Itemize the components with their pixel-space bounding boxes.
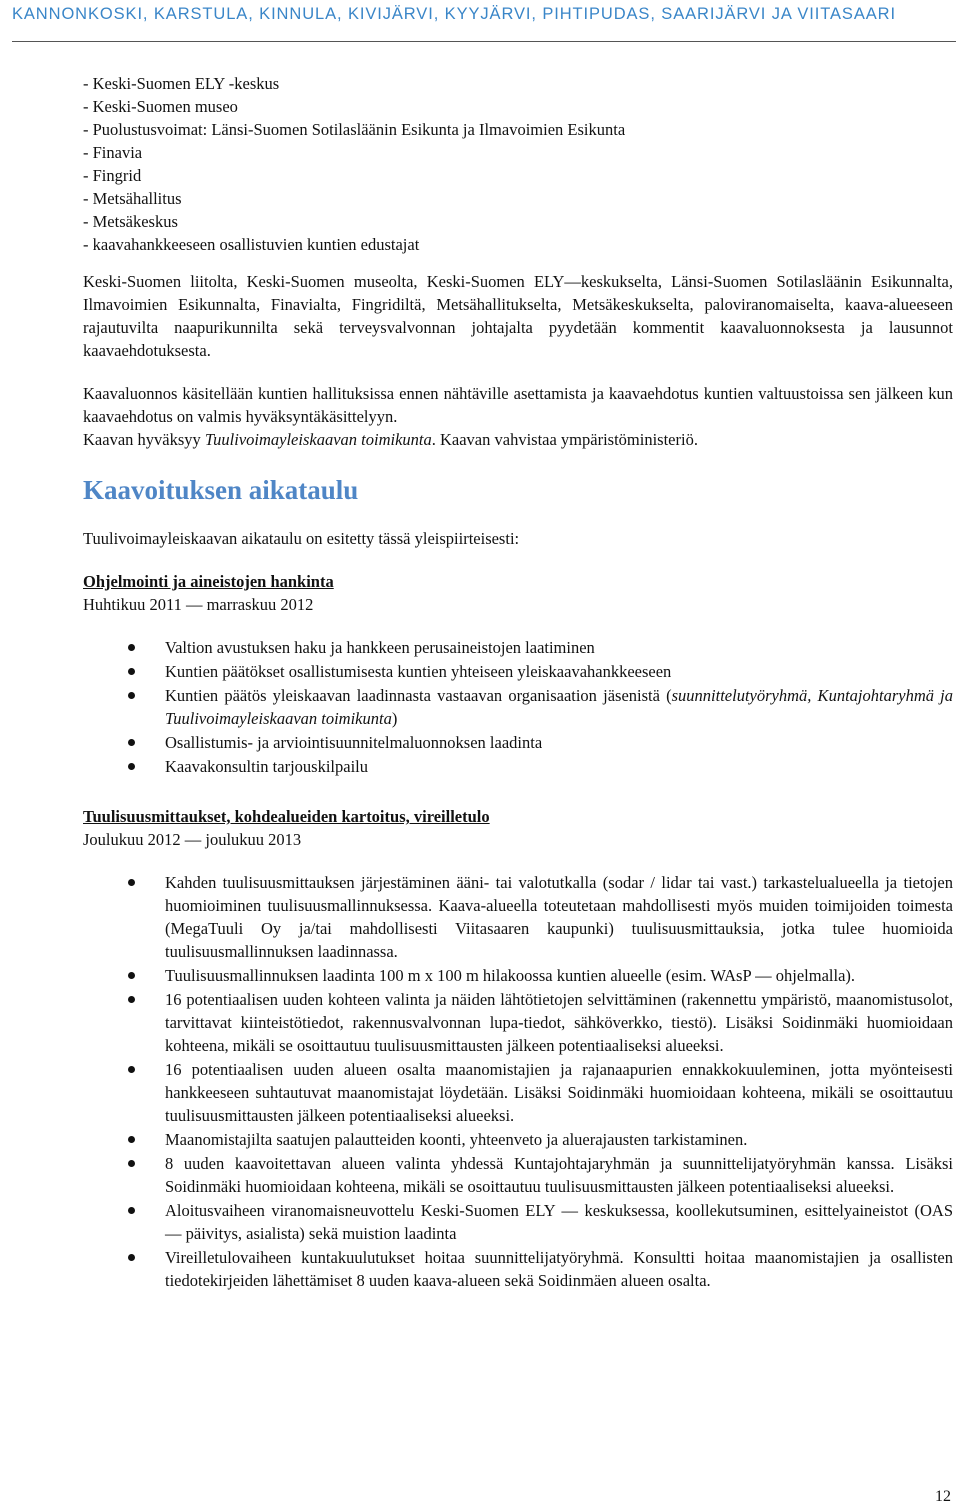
- list-item: Osallistumis- ja arviointisuunnitelmaluonnoksen laadinta: [83, 731, 953, 754]
- list-item: [83, 684, 953, 730]
- section2-bullets: [83, 871, 953, 1292]
- list-item: - Metsähallitus: [83, 189, 182, 208]
- list-item: Kaavakonsultin tarjouskilpailu: [83, 755, 953, 778]
- list-item: Valtion avustuksen haku ja hankkeen perusaineistojen laatiminen: [83, 636, 953, 659]
- list-item: 8 uuden kaavoitettavan alueen valinta yhdessä Kuntajohtajaryhmän ja suunnittelijatyöryhmän kanssa. Lisäksi Soidinmäki huomioidaan kohteena, mikäli se osoittautuu tuulisuusmittausten jälkeen potentiaaliseksi alueeksi.: [83, 1152, 953, 1198]
- list-item: Kuntien päätökset osallistumisesta kuntien yhteiseen yleiskaavahankkeeseen: [83, 660, 953, 683]
- list-item: Tuulisuusmallinnuksen laadinta 100 m x 100 m hilakoossa kuntien alueelle (esim. WAsP — ohjelmalla).: [83, 964, 953, 987]
- approval-body: Tuulivoimayleiskaavan toimikunta: [204, 430, 432, 449]
- processing-paragraph: [83, 382, 953, 451]
- section1-period: Huhtikuu 2011 — marraskuu 2012: [83, 595, 314, 614]
- intro-text: Tuulivoimayleiskaavan aikataulu on esitetty tässä yleispiirteisesti:: [83, 529, 520, 548]
- section2-period: Joulukuu 2012 — joulukuu 2013: [83, 830, 302, 849]
- participant-list: [83, 72, 953, 256]
- comments-paragraph: Keski-Suomen liitolta, Keski-Suomen museolta, Keski-Suomen ELY—keskukselta, Länsi-Suomen Sotilasläänin Esikunnalta, Ilmavoimien Esikunnalta, Finavialta, Fingridiltä, Metsähallitukselta, Metsäkeskukselta, paloviranomaiselta, kaava-alueeseen rajautuvilta naapurikunnilta sekä terveysvalvonnan johtajalta pyydetään kommentit kaavaluonnoksesta ja lausunnot kaavaehdotuksesta.: [83, 272, 953, 360]
- processing-text: Kaavaluonnos käsitellään kuntien hallituksissa ennen nähtäville asettamista ja kaavaehdotus kuntien valtuustoissa sen jälkeen kun kaavaehdotus on valmis hyväksyntäkäsittelyyn.: [83, 384, 953, 426]
- list-item: - Puolustusvoimat: Länsi-Suomen Sotilasläänin Esikunta ja Ilmavoimien Esikunta: [83, 120, 626, 139]
- list-item: - Keski-Suomen museo: [83, 97, 238, 116]
- list-item: - Keski-Suomen ELY -keskus: [83, 74, 280, 93]
- list-item: - Fingrid: [83, 166, 142, 185]
- section1-title: Ohjelmointi ja aineistojen hankinta: [83, 572, 334, 591]
- section2-title: Tuulisuusmittaukset, kohdealueiden kartoitus, vireilletulo: [83, 807, 490, 826]
- list-item: - Metsäkeskus: [83, 212, 178, 231]
- page-number: 12: [935, 1488, 951, 1505]
- list-item: Aloitusvaiheen viranomaisneuvottelu Keski-Suomen ELY — keskuksessa, koollekutsuminen, esittelyaineistot (OAS — päivitys, asialista) sekä muistion laadinta: [83, 1199, 953, 1245]
- header-divider: [12, 41, 956, 42]
- section1-bullets: [83, 636, 953, 778]
- list-item: Vireilletulovaiheen kuntakuulutukset hoitaa suunnittelijatyöryhmä. Konsultti hoitaa maanomistajien ja osallisten tiedotekirjeiden lähettämiset 8 uuden kaava-alueen sekä Soidinmäen alueen osalta.: [83, 1246, 953, 1292]
- approval-suffix: . Kaavan vahvistaa ympäristöministeriö.: [431, 430, 698, 449]
- list-item: 16 potentiaalisen uuden kohteen valinta ja näiden lähtötietojen selvittäminen (rakennettu ympäristö, maanomistusolot, tarvittavat kiinteistötiedot, rakennusvalvonnan lupa-tiedot, sähköverkko, tiestö). Lisäksi Soidinmäki huomioidaan kohteena, mikäli se osoittautuu tuulisuusmittausten jälkeen potentiaaliseksi alueeksi.: [83, 988, 953, 1057]
- list-item: Kahden tuulisuusmittauksen järjestäminen ääni- tai valotutkalla (sodar / lidar tai vast.) tarkastelualueella ja tietojen huomioiminen tuulisuusmallinnuksessa. Kaava-alueella toteutetaan mahdollisesti myös muiden toimijoiden toimesta (MegaTuuli Oy ja/tai mahdollisesti Viitasaaren kaupunki) tuulisuusmittauksia, jotka tulee huomioida tuulisuusmallinnuksen laadinnassa.: [83, 871, 953, 963]
- list-item: - kaavahankkeeseen osallistuvien kuntien edustajat: [83, 235, 420, 254]
- document-body: [83, 72, 953, 1293]
- bullet-prefix: Kuntien päätös yleiskaavan laadinnasta vastaavan organisaation jäsenistä (: [165, 686, 672, 705]
- section-heading: Kaavoituksen aikataulu: [83, 475, 359, 505]
- list-item: 16 potentiaalisen uuden alueen osalta maanomistajien ja rajanaapurien ennakkokuuleminen, jotta myönteisesti hankkeeseen suhtautuvat maanomistajat löydetään. Lisäksi Soidinmäki huomioidaan kohteena, mikäli se osoittautuu tuulisuusmittausten jälkeen potentiaaliseksi alueeksi.: [83, 1058, 953, 1127]
- approval-prefix: Kaavan hyväksyy: [83, 430, 205, 449]
- list-item: - Finavia: [83, 143, 143, 162]
- bullet-suffix: ): [391, 709, 398, 728]
- list-item: Maanomistajilta saatujen palautteiden koonti, yhteenveto ja aluerajausten tarkistaminen.: [83, 1128, 953, 1151]
- running-header: KANNONKOSKI, KARSTULA, KINNULA, KIVIJÄRVI, KYYJÄRVI, PIHTIPUDAS, SAARIJÄRVI JA VIITASAARI: [12, 5, 896, 23]
- bullet-italic: suunnittelutyöryhmä, Kuntajohtaryhmä ja Tuulivoimayleiskaavan toimikunta: [165, 686, 953, 728]
